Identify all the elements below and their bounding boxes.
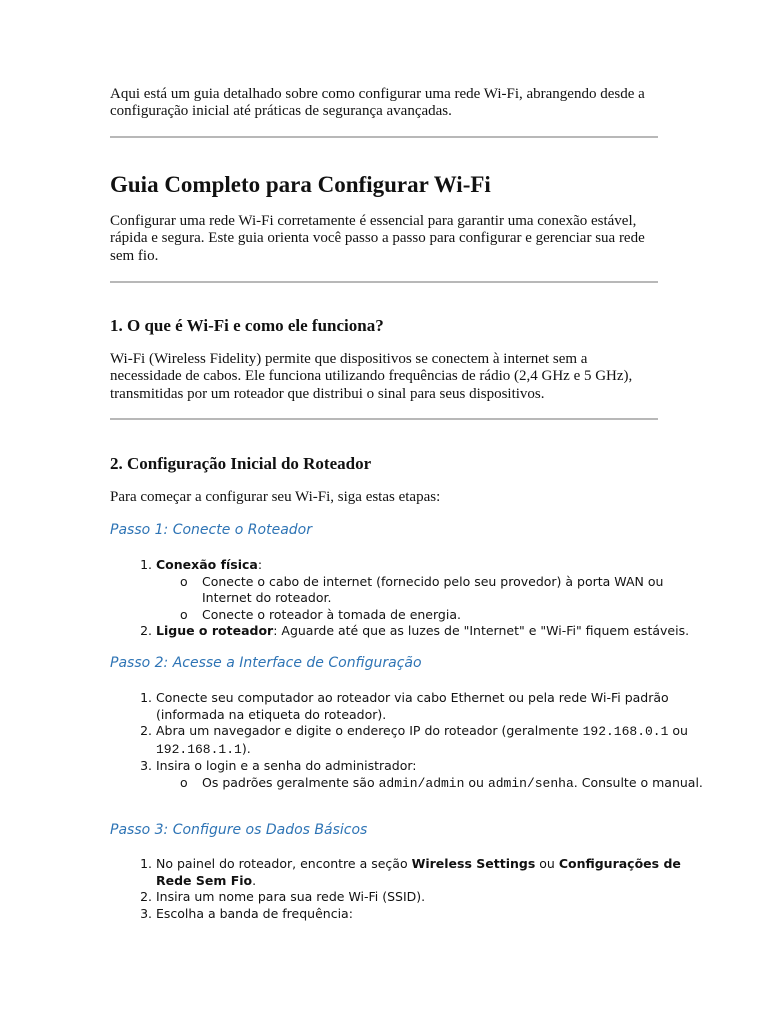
step-3-heading: Passo 3: Configure os Dados Básicos bbox=[110, 822, 368, 838]
list-item bbox=[156, 758, 704, 792]
page-title: Guia Completo para Configurar Wi-Fi bbox=[110, 172, 491, 197]
sub-list-item bbox=[180, 573, 704, 607]
divider bbox=[110, 418, 658, 420]
sub-list bbox=[156, 775, 704, 793]
list-item-text: Conecte seu computador ao roteador via cabo Ethernet ou pela rede Wi-Fi padrão (informada na etiqueta do roteador). bbox=[156, 690, 669, 722]
step-2-list bbox=[110, 690, 704, 792]
ip-address-code: 192.168.1.1 bbox=[156, 741, 242, 757]
step-2-heading: Passo 2: Acesse a Interface de Configuração bbox=[110, 655, 422, 671]
list-item bbox=[156, 906, 704, 923]
list-item bbox=[156, 723, 704, 758]
sub-list-item-text: Conecte o roteador à tomada de energia. bbox=[202, 606, 461, 622]
section-1-heading: 1. O que é Wi-Fi e como ele funciona? bbox=[110, 316, 384, 335]
list-item-text: Insira o login e a senha do administrador: bbox=[156, 758, 417, 773]
bullet-icon: o bbox=[180, 774, 188, 790]
list-item bbox=[156, 557, 704, 623]
sub-list-item-text: . Consulte o manual. bbox=[573, 774, 703, 790]
bullet-icon: o bbox=[180, 573, 188, 589]
sub-list-item-text: Conecte o cabo de internet (fornecido pelo seu provedor) à porta WAN ou Internet do roteador. bbox=[202, 573, 664, 605]
list-item-text: ou bbox=[535, 856, 559, 871]
list-item-text: : Aguarde até que as luzes de "Internet" e "Wi-Fi" fiquem estáveis. bbox=[273, 623, 690, 638]
credential-code: admin/senha bbox=[487, 775, 574, 791]
list-item-text: No painel do roteador, encontre a seção bbox=[156, 856, 412, 871]
list-item-bold: Wireless Settings bbox=[411, 856, 536, 871]
lead-paragraph: Configurar uma rede Wi-Fi corretamente é essencial para garantir uma conexão estável, rápida e segura. Este guia orienta você passo a passo para configurar e gerenciar sua rede sem fio. bbox=[110, 213, 645, 264]
step-1-heading: Passo 1: Conecte o Roteador bbox=[110, 522, 312, 538]
list-item bbox=[156, 690, 704, 723]
list-item bbox=[156, 623, 704, 640]
list-item-text: Insira um nome para sua rede Wi-Fi (SSID). bbox=[156, 889, 426, 904]
sub-list-item-text: ou bbox=[464, 774, 488, 790]
list-item-text: : bbox=[257, 557, 263, 572]
section-1-text: Wi-Fi (Wireless Fidelity) permite que dispositivos se conectem à internet sem a necessidade de cabos. Ele funciona utilizando frequências de rádio (2,4 GHz e 5 GHz), transmitidas por um roteador que distribui o sinal para seus dispositivos. bbox=[110, 351, 633, 402]
list-item-text: Escolha a banda de frequência: bbox=[156, 905, 353, 921]
intro-paragraph: Aqui está um guia detalhado sobre como configurar uma rede Wi-Fi, abrangendo desde a configuração inicial até práticas de segurança avançadas. bbox=[110, 86, 645, 120]
list-item-bold: Configurações de Rede Sem Fio bbox=[156, 856, 681, 888]
sub-list-item-text: Os padrões geralmente são bbox=[202, 774, 379, 790]
divider bbox=[110, 136, 658, 138]
list-item-bold: Ligue o roteador bbox=[156, 623, 274, 638]
step-3-list bbox=[110, 856, 704, 922]
list-item-bold: Conexão física bbox=[156, 557, 258, 572]
list-item-text: ). bbox=[241, 740, 251, 756]
section-2-text: Para começar a configurar seu Wi-Fi, siga estas etapas: bbox=[110, 489, 441, 505]
ip-address-code: 192.168.0.1 bbox=[582, 724, 669, 739]
sub-list bbox=[156, 574, 704, 624]
list-item-text: Abra um navegador e digite o endereço IP do roteador (geralmente bbox=[156, 723, 583, 738]
list-item bbox=[156, 889, 704, 906]
sub-list-item bbox=[180, 774, 704, 793]
step-1-list bbox=[110, 557, 704, 640]
list-item bbox=[156, 856, 704, 889]
list-item-text: . bbox=[252, 872, 257, 888]
divider bbox=[110, 281, 658, 283]
bullet-icon: o bbox=[180, 606, 188, 622]
sub-list-item bbox=[180, 606, 704, 624]
section-2-heading: 2. Configuração Inicial do Roteador bbox=[110, 454, 372, 473]
credential-code: admin/admin bbox=[378, 775, 465, 791]
list-item-text: ou bbox=[668, 723, 688, 738]
